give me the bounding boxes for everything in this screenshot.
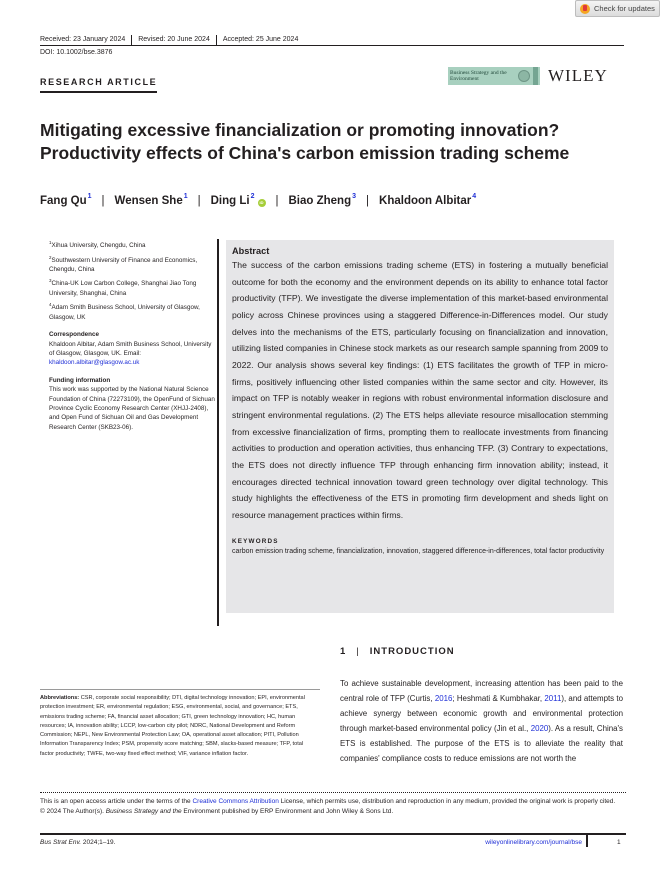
- bookmark-check-icon: [580, 4, 590, 14]
- paper-title: Mitigating excessive financialization or promoting innovation? Productivity effects of China's carbon emission trading scheme: [40, 120, 570, 163]
- cc-license-link[interactable]: Creative Commons Attribution: [192, 798, 279, 805]
- doi: DOI: 10.1002/bse.3876: [40, 49, 113, 56]
- citation-link[interactable]: 2020: [530, 724, 549, 733]
- sidebar: [49, 238, 215, 432]
- separator: |: [366, 194, 370, 207]
- abbreviations: Abbreviations: CSR, corporate social responsibility; DTI, digital technology innovation; EPI, environmental protection investment; ER, environmental regulation; ESG, environmental, social, and governance; ETS, emissions trading scheme; FA, financial asset allocation; GTI, green technology innovation; HC, human resources; IA, innovation ability; LCCP, low-carbon city pilot; NDRC, National Development and Reform Commission; NEPL, New Environmental Protection Law; OA, operational asset allocation; PITI, Pollution Information Transparency Index; PSM, propensity score matching; SBM, slacks-based measure; TFP, total factor productivity; TWFE, two-way fixed effect method; VIF, variance inflation factor.: [40, 695, 305, 757]
- correspondence-text: Khaldoon Albitar, Adam Smith Business School, University of Glasgow, Glasgow, UK. Email: khaldoon.albitar@glasgow.ac.uk: [49, 340, 212, 367]
- affiliation: $^1$Xihua University, Chengdu, China: [49, 240, 146, 250]
- affiliation: $^3$China-UK Low Carbon College, Shanghai Jiao Tong University, Shanghai, China: [49, 278, 197, 297]
- publisher-logo: WILEY: [548, 66, 608, 85]
- author-list: [40, 194, 476, 207]
- abbreviations-divider: [40, 689, 320, 690]
- revised-date: Revised: 20 June 2024: [138, 35, 217, 45]
- orcid-icon[interactable]: iD: [259, 199, 264, 205]
- article-type: RESEARCH ARTICLE: [40, 77, 157, 93]
- author[interactable]: Wensen She$^1$: [114, 193, 188, 207]
- affiliation: $^4$Adam Smith Business School, University of Glasgow, Glasgow, UK: [49, 302, 200, 321]
- email-link[interactable]: khaldoon.albitar@glasgow.ac.uk: [49, 359, 140, 367]
- license-text: This is an open access article under the terms of the Creative Commons Attribution License, which permits use, distribution and reproduction in any medium, provided the original work is properly cited. © 2024 The Author(s). Business Strategy and the Environment published by ERP Environment and John Wiley & Sons Ltd.: [40, 798, 616, 816]
- author[interactable]: Biao Zheng$^3$: [288, 193, 357, 207]
- abstract-box: [226, 240, 614, 613]
- journal-logo: [448, 67, 540, 85]
- article-dates: [40, 35, 624, 46]
- keywords: carbon emission trading scheme, financialization, innovation, staggered difference-in-differences, total factor productivity: [232, 547, 605, 555]
- check-for-updates-label: Check for updates: [594, 4, 655, 13]
- footer-divider: [40, 833, 626, 835]
- footer-separator: [586, 833, 588, 847]
- sidebar-divider: [217, 239, 219, 626]
- page-number: 1: [617, 839, 621, 846]
- keywords-heading: KEYWORDS: [232, 537, 279, 545]
- author[interactable]: Fang Qu$^1$: [40, 193, 92, 207]
- journal-logo-stripe: [533, 67, 538, 85]
- funding-heading: Funding information: [49, 376, 111, 384]
- journal-url-link[interactable]: wileyonlinelibrary.com/journal/bse: [485, 839, 582, 846]
- license-divider: [40, 792, 626, 793]
- introduction-text: To achieve sustainable development, increasing attention has been paid to the central role of TFP (Curtis, 2016; Heshmati & Kumbhakar, 2011), and attempts to achieve synergy between economic growth and environmental protection through market-based environmental policy (Jin et al., 2020). As a result, China's ETS is established. The purpose of the ETS is to alleviate the reality that companies' compliance costs to reduce emissions are not worth the: [340, 679, 623, 763]
- separator: |: [197, 194, 201, 207]
- journal-citation: Bus Strat Env. 2024;1–19.: [40, 839, 116, 846]
- correspondence-heading: Correspondence: [49, 331, 100, 339]
- author[interactable]: Khaldoon Albitar$^4$: [379, 193, 477, 207]
- accepted-date: Accepted: 25 June 2024: [222, 36, 299, 43]
- section-heading: 1 | INTRODUCTION: [340, 646, 455, 657]
- journal-emblem-icon: [518, 70, 530, 82]
- abstract-heading: Abstract: [232, 246, 270, 256]
- received-date: Received: 23 January 2024: [40, 35, 132, 45]
- citation-link[interactable]: 2011: [544, 694, 562, 703]
- separator: |: [275, 194, 279, 207]
- citation-link[interactable]: 2016: [434, 694, 453, 703]
- funding-text: This work was supported by the National Natural Science Foundation of China (72273109), the OpenFund of Sichuan Province Cyclic Economy Research Center (XHJJ-2408), and Open Fund of Sichuan Oil and Gas Development Research Center (SKB23-06).: [49, 386, 215, 431]
- affiliation: $^2$Southwestern University of Finance and Economics, Chengdu, China: [49, 254, 198, 273]
- separator: |: [101, 194, 105, 207]
- author[interactable]: Ding Li$^2$iD: [210, 193, 264, 207]
- journal-logo-text: Business Strategy and the Environment: [450, 70, 507, 82]
- check-for-updates-button[interactable]: [575, 0, 660, 17]
- abstract-text: The success of the carbon emissions trading scheme (ETS) in fostering a mutually beneficial outcome for both the economy and the environment depends on its ability to enhance total factor productivity (TFP). We investigate the diverse implementation of this market-based environmental policy across Chinese provinces using a staggered Difference-in-Differences model. Our study delves into the mechanisms of the ETS, particularly focusing on financialization and innovation, utilizing listed companies in Chinese stock markets as our research sample spanning from 2009 to 2022. Our analysis shows several key findings: (1) ETS facilitates the growth of TFP in micro-firms, positively influencing other listed companies within the same sector and city. However, its impact on TFP is notably weaker in regions with robust environmental information disclosure and stringent environmental regulations. (2) The ETS helps alleviate resource misallocation stemming from excessive financialization of firms, prompting them to reallocate investments from financing activities to production and operation activities, thus enhancing TFP. (3) Contrary to expectations, the ETS does not directly influence TFP through enhancing firm innovation ability; instead, it encourages directed technical innovation toward green technology over digital technology. This study highlights the effectiveness of the ETS in promoting firm development and sheds light on resource management practices within firms.: [232, 260, 608, 520]
